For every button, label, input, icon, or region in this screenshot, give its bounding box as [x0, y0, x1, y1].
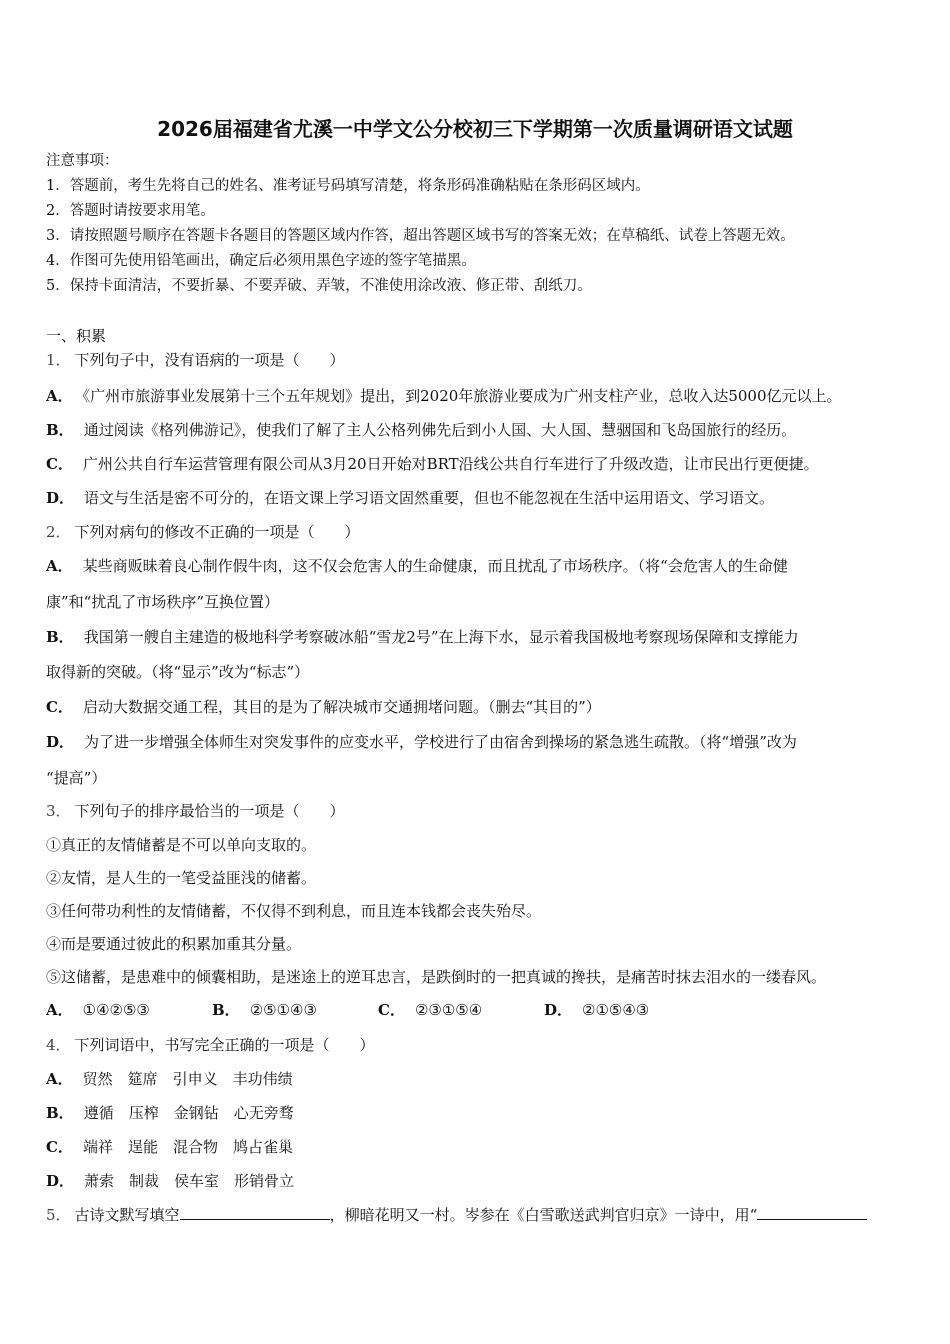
q3-option-d	[544, 1000, 710, 1020]
question-2-stem	[46, 522, 912, 542]
q3-sentence: ⑤这储蓄，是患难中的倾囊相助，是迷途上的逆耳忠言，是跌倒时的一把真诚的搀扶，是痛苦时抹去泪水的一缕春风。	[46, 968, 827, 986]
option-label: D．	[46, 489, 75, 507]
question-text-cont: ，柳暗花明又一村。岑参在《白雪歌送武判官归京》一诗中，用“	[329, 1206, 758, 1224]
option-label: A．	[46, 387, 73, 405]
q3-option-c	[378, 1000, 544, 1020]
question-4-stem	[46, 1035, 912, 1055]
question-text: 古诗文默写填空	[74, 1206, 180, 1224]
notes-heading: 注意事项：	[46, 153, 119, 169]
option-text: 通过阅读《格列佛游记》，使我们了解了主人公格列佛先后到小人国、大人国、慧骃国和飞岛国旅行的经历。	[83, 421, 797, 439]
option-text: 《广州市旅游事业发展第十三个五年规划》提出，到2020年旅游业要成为广州支柱产业，总收入达5000亿元以上。	[82, 387, 842, 405]
option-text: ②①⑤④③	[582, 1001, 650, 1019]
question-number: 2．	[46, 523, 71, 541]
q2-option-b	[46, 627, 912, 647]
option-label: C．	[46, 698, 73, 716]
option-text: 遵循 压榨 金钢钻 心无旁骛	[83, 1104, 294, 1122]
question-text: 下列句子中，没有语病的一项是（ ）	[74, 351, 345, 369]
question-number: 3．	[46, 802, 71, 820]
option-text: 端祥 逞能 混合物 鸠占雀巢	[82, 1138, 293, 1156]
option-label: B．	[46, 1104, 74, 1122]
question-1-stem	[46, 350, 912, 370]
option-label: D．	[46, 1172, 75, 1190]
fill-blank[interactable]	[180, 1205, 330, 1220]
option-text: ①④②⑤③	[82, 1001, 150, 1019]
note-item: 3．请按照题号顺序在答题卡各题目的答题区域内作答，超出答题区域书写的答案无效；在草稿纸、试卷上答题无效。	[46, 228, 795, 244]
option-text: 为了进一步增强全体师生对突发事件的应变水平，学校进行了由宿舍到操场的紧急逃生疏散。（将“增强”改为	[84, 733, 797, 751]
option-text: 语文与生活是密不可分的，在语文课上学习语文固然重要，但也不能忽视在生活中运用语文、学习语文。	[84, 489, 775, 507]
q4-option-a	[46, 1069, 912, 1089]
section-heading: 一、积累	[46, 327, 107, 345]
option-text: 萧索 制裁 侯车室 形销骨立	[84, 1172, 295, 1190]
option-text: 我国第一艘自主建造的极地科学考察破冰船“雪龙2号”在上海下水，显示着我国极地考察现场保障和支撑能力	[83, 628, 799, 646]
note-item: 1．答题前，考生先将自己的姓名、准考证号码填写清楚，将条形码准确粘贴在条形码区域内。	[46, 178, 650, 194]
q3-sentence: ②友情，是人生的一笔受益匪浅的储蓄。	[46, 869, 317, 887]
option-label: D．	[544, 1001, 573, 1019]
option-label: C．	[378, 1001, 405, 1019]
q2-option-b-cont: 取得新的突破。（将“显示”改为“标志”）	[46, 663, 310, 681]
option-text: 启动大数据交通工程，其目的是为了解决城市交通拥堵问题。（删去“其目的”）	[82, 698, 601, 716]
question-text: 下列词语中，书写完全正确的一项是（ ）	[74, 1036, 375, 1054]
q4-option-b	[46, 1103, 912, 1123]
note-item: 4．作图可先使用铅笔画出，确定后必须用黑色字迹的签字笔描黑。	[46, 253, 476, 269]
q3-sentence: ①真正的友情储蓄是不可以单向支取的。	[46, 836, 317, 854]
question-5-stem	[46, 1205, 912, 1225]
q1-option-a	[46, 386, 912, 406]
q2-option-c	[46, 697, 912, 717]
option-label: B．	[46, 421, 74, 439]
q4-option-c	[46, 1137, 912, 1157]
q1-option-b	[46, 420, 912, 440]
q2-option-a-cont: 康”和“扰乱了市场秩序”互换位置）	[46, 593, 280, 611]
q3-sentence: ④而是要通过彼此的积累加重其分量。	[46, 935, 302, 953]
fill-blank[interactable]	[757, 1205, 867, 1220]
option-label: D．	[46, 733, 75, 751]
exam-title: 2026届福建省尤溪一中学文公分校初三下学期第一次质量调研语文试题	[157, 117, 793, 141]
q1-option-d	[46, 488, 912, 508]
option-text: 贸然 筵席 引申义 丰功伟绩	[82, 1070, 293, 1088]
note-item: 2．答题时请按要求用笔。	[46, 203, 215, 219]
option-label: C．	[46, 455, 73, 473]
q3-option-a	[46, 1000, 212, 1020]
option-text: 广州公共自行车运营管理有限公司从3月20日开始对BRT沿线公共自行车进行了升级改造，让市民出行更便捷。	[82, 455, 819, 473]
question-3-stem	[46, 801, 912, 821]
option-label: A．	[46, 1070, 73, 1088]
q2-option-a	[46, 556, 912, 576]
option-text: ②⑤①④③	[249, 1001, 317, 1019]
option-text: 某些商贩昧着良心制作假牛肉，这不仅会危害人的生命健康，而且扰乱了市场秩序。（将“会危害人的生命健	[82, 557, 788, 575]
question-number: 4．	[46, 1036, 71, 1054]
q3-options	[46, 1000, 912, 1020]
option-label: C．	[46, 1138, 73, 1156]
question-text: 下列对病句的修改不正确的一项是（ ）	[74, 523, 360, 541]
question-number: 1．	[46, 351, 71, 369]
q1-option-c	[46, 454, 912, 474]
q2-option-d-cont: “提高”）	[46, 769, 107, 787]
question-text: 下列句子的排序最恰当的一项是（ ）	[74, 802, 345, 820]
q3-sentence: ③任何带功利性的友情储蓄，不仅得不到利息，而且连本钱都会丧失殆尽。	[46, 902, 542, 920]
option-label: B．	[46, 628, 74, 646]
q2-option-d	[46, 732, 912, 752]
question-number: 5．	[46, 1206, 71, 1224]
q4-option-d	[46, 1171, 912, 1191]
option-label: B．	[212, 1001, 240, 1019]
note-item: 5．保持卡面清洁，不要折暴、不要弄破、弄皱，不准使用涂改液、修正带、刮纸刀。	[46, 278, 592, 294]
q3-option-b	[212, 1000, 378, 1020]
option-text: ②③①⑤④	[414, 1001, 483, 1019]
option-label: A．	[46, 557, 73, 575]
option-label: A．	[46, 1001, 73, 1019]
